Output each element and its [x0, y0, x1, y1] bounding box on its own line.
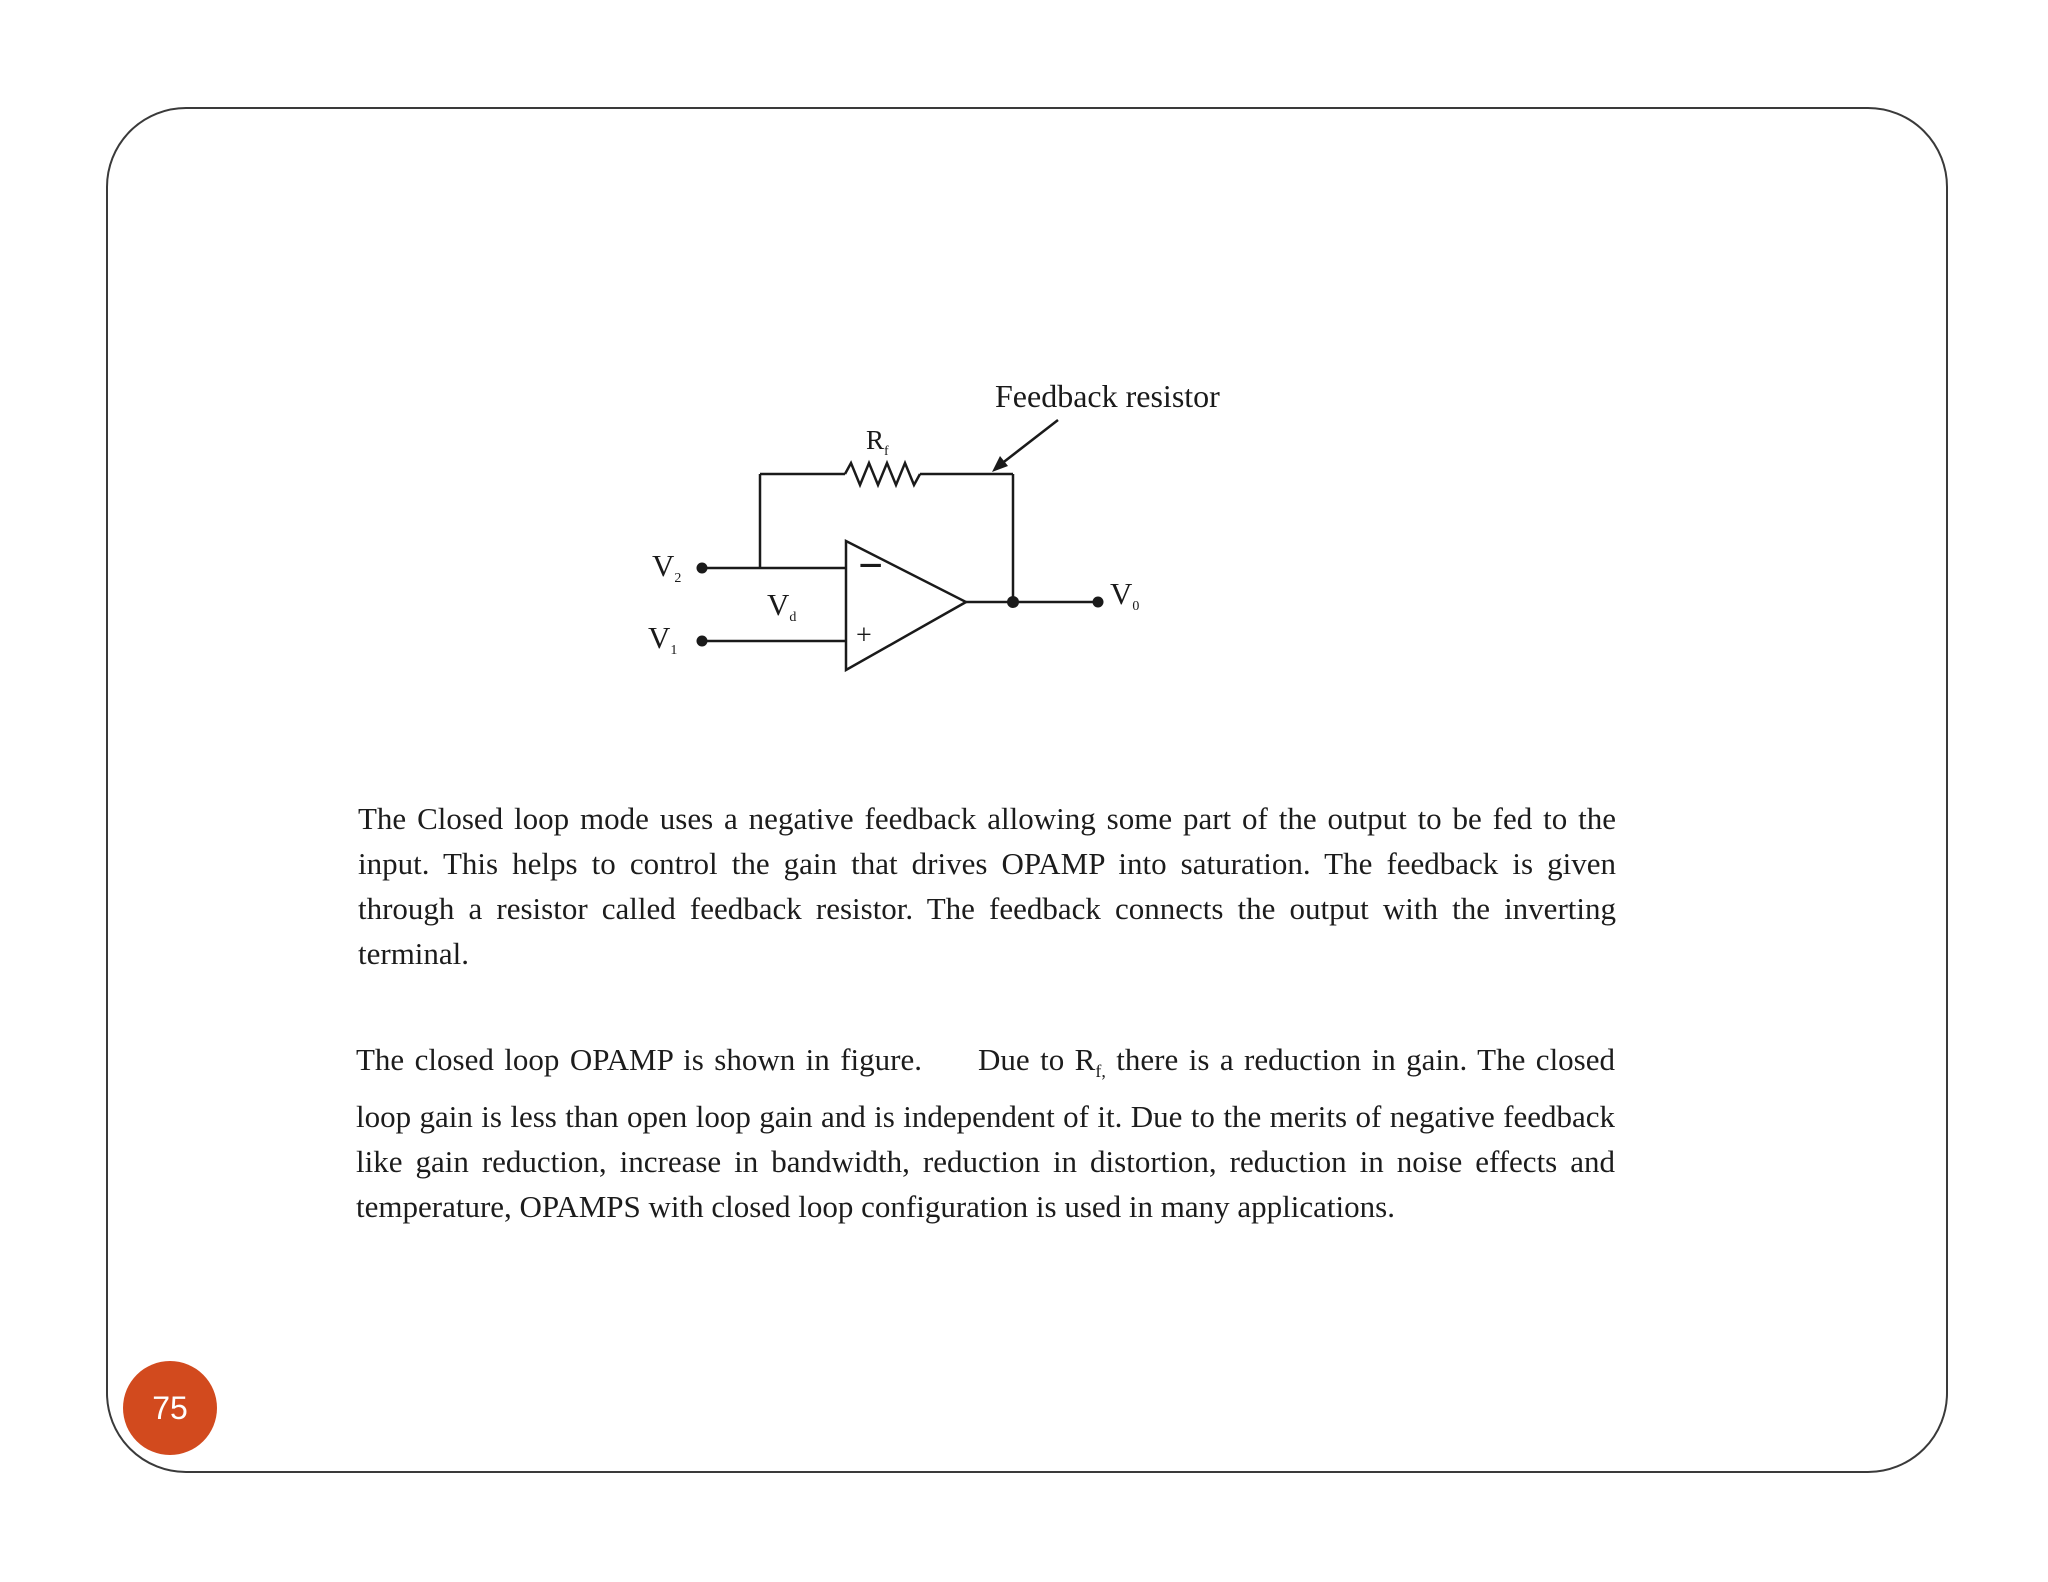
- annotation-arrow-head: [992, 456, 1008, 472]
- paragraph-figure-reference: The closed loop OPAMP is shown in figure.: [356, 1042, 923, 1077]
- closed-loop-description-paragraph: The Closed loop mode uses a negative feedback allowing some part of the output to be fed to the input. This helps to control the gain that drives OPAMP into saturation. The feedback is given through a resistor called feedback resistor. The feedback connects the output with the inverting terminal.: [358, 801, 1616, 971]
- resistor-label: $R_f$: [866, 425, 889, 459]
- paragraph-rf-text: Due to R: [978, 1042, 1096, 1077]
- annotation-arrow-line: [996, 420, 1058, 468]
- paragraph-gain-explanation: there is a reduction in gain. The closed loop gain is less than open loop gain and is independent of it. Due to the merits of negative feedback like gain reduction, increase in bandwidth, reduction in distortion, reduction in noise effects and temperature, OPAMPS with closed loop configuration is used in many applications.: [356, 1042, 1616, 1224]
- v0-terminal-dot: [1093, 597, 1104, 608]
- closed-loop-gain-paragraph: [356, 1037, 1615, 1229]
- feedback-resistor-annotation: Feedback resistor: [995, 378, 1220, 414]
- output-junction-dot: [1007, 596, 1019, 608]
- v2-label: V2: [652, 548, 682, 586]
- v0-label: V0: [1110, 576, 1140, 614]
- page-number-badge: 75: [123, 1361, 217, 1455]
- v2-terminal-dot: [697, 563, 708, 574]
- paragraph-rf-subscript: f,: [1095, 1061, 1106, 1081]
- noninverting-sign: +: [856, 620, 872, 651]
- v1-terminal-dot: [697, 636, 708, 647]
- v1-label: V1: [648, 620, 678, 658]
- inverting-sign: −: [858, 541, 884, 590]
- vd-label: Vd: [767, 587, 797, 625]
- feedback-resistor-zigzag: [845, 463, 920, 485]
